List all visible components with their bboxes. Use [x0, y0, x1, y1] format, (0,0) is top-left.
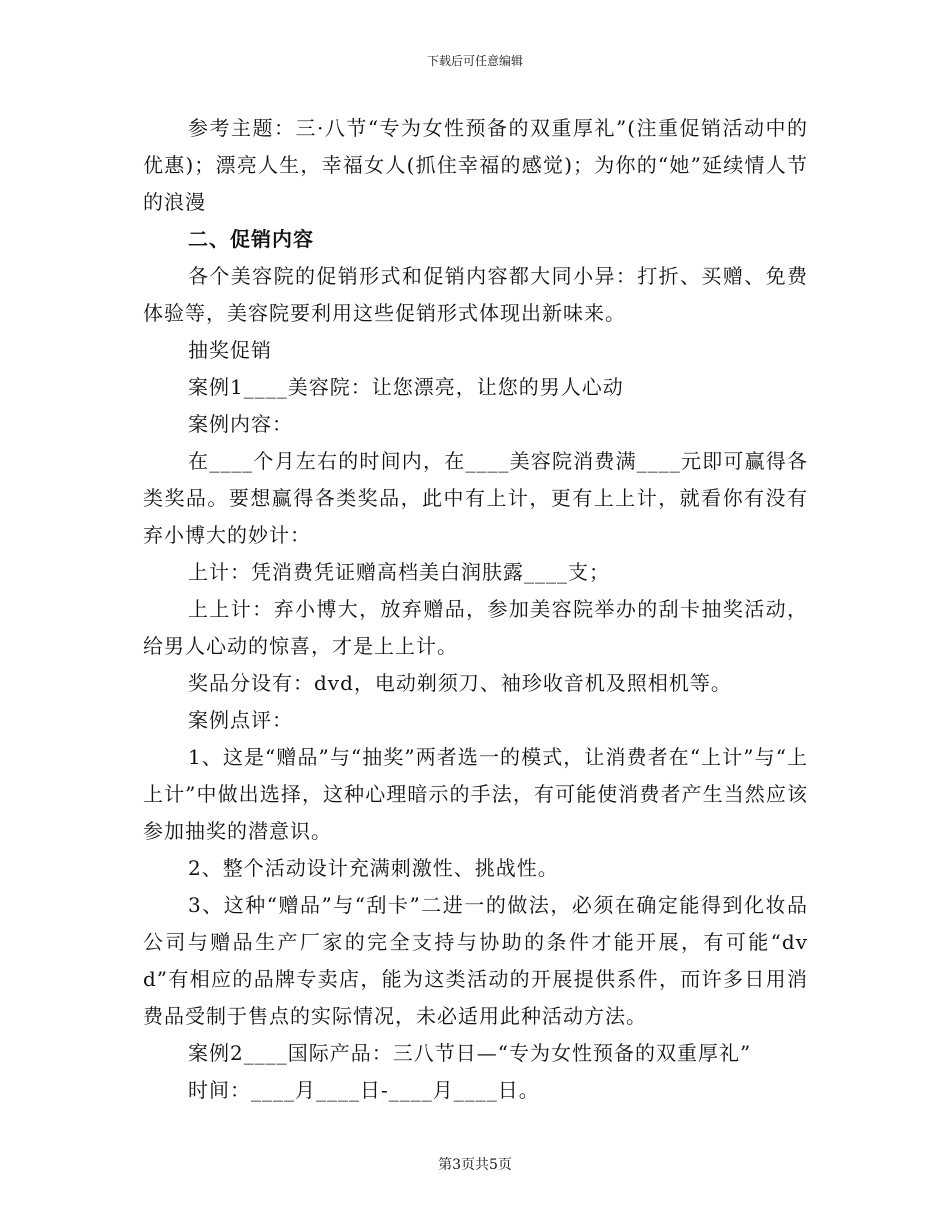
paragraph-case-content-label: 案例内容： — [188, 412, 293, 436]
paragraph-prizes: 奖品分设有：dvd，电动剃须刀、袖珍收音机及照相机等。 — [188, 671, 732, 695]
section-heading-promotion-content: 二、促销内容 — [188, 227, 314, 251]
paragraph-upper-upper-plan: 上上计：弃小博大，放弃赠品，参加美容院举办的刮卡抽奖活动，给男人心动的惊喜，才是上上计。 — [143, 597, 808, 658]
document-body — [143, 110, 808, 1109]
paragraph-review-3: 3、这种“赠品”与“刮卡”二进一的做法，必须在确定能得到化妆品公司与赠品生产厂家的完全支持与协助的条件才能开展，有可能“dvd”有相应的品牌专卖店，能为这类活动的开展提供系件，而许多日用消费品受制于售点的实际情况，未必适用此种活动方法。 — [143, 893, 808, 1028]
paragraph-time: 时间：____月____日-____月____日。 — [188, 1078, 540, 1102]
paragraph-case-content: 在____个月左右的时间内，在____美容院消费满____元即可赢得各类奖品。要想赢得各类奖品，此中有上计，更有上上计，就看你有没有弃小博大的妙计： — [143, 449, 808, 547]
paragraph-case-2-title: 案例2____国际产品：三八节日—“专为女性预备的双重厚礼” — [188, 1041, 752, 1065]
paragraph-review-1: 1、这是“赠品”与“抽奖”两者选一的模式，让消费者在“上计”与“上上计”中做出选择，这种心理暗示的手法，有可能使消费者产生当然应该参加抽奖的潜意识。 — [143, 745, 808, 843]
page-header: 下载后可任意编辑 — [426, 54, 523, 68]
paragraph-lottery-promotion: 抽奖促销 — [188, 338, 272, 362]
paragraph-review-2: 2、整个活动设计充满刺激性、挑战性。 — [188, 856, 559, 880]
paragraph-promotion-forms: 各个美容院的促销形式和促销内容都大同小异：打折、买赠、免费体验等，美容院要利用这些促销形式体现出新味来。 — [143, 264, 808, 325]
paragraph-case-review-label: 案例点评： — [188, 708, 293, 732]
page-footer: 第3页共5页 — [438, 1157, 512, 1173]
paragraph-case-1-title: 案例1____美容院：让您漂亮，让您的男人心动 — [188, 375, 624, 399]
paragraph-theme: 参考主题：三·八节“专为女性预备的双重厚礼”(注重促销活动中的优惠)；漂亮人生，幸福女人(抓住幸福的感觉)；为你的“她”延续情人节的浪漫 — [143, 116, 808, 214]
paragraph-upper-plan: 上计：凭消费凭证赠高档美白润肤露____支； — [188, 560, 610, 584]
